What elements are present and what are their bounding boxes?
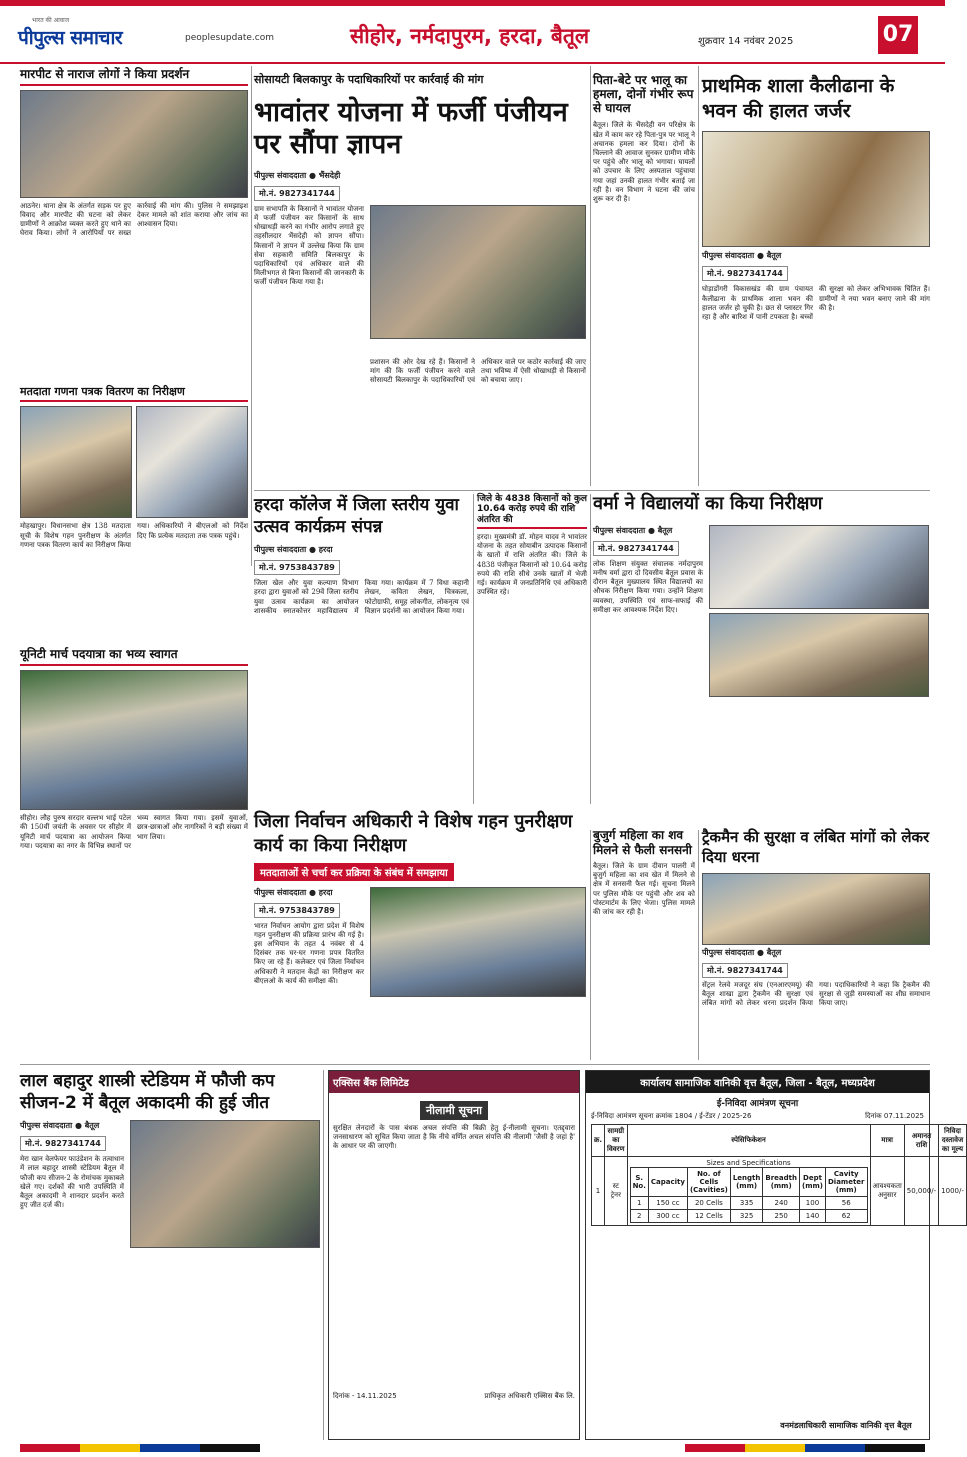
election-text: भारत निर्वाचन आयोग द्वारा प्रदेश में विशेष गहन पुनरीक्षण की प्रक्रिया प्रारंभ की गई है। इस अभियान के तहत 4 नवंबर से 4 दिसंबर तक घर-घर गणना प्रपत्र वितरित किए जा रहे हैं। कलेक्टर एवं जिला निर्वाचन अधिकारी ने मतदान केंद्रों का निरीक्षण कर बीएलओ के कार्य की समीक्षा की। (254, 921, 364, 985)
sub-td: 20 Cells (687, 1197, 730, 1210)
left-column (20, 68, 248, 1138)
sub-th: Breadth (mm) (763, 1168, 800, 1197)
trackman-caption: पीपुल्स संवाददाता ● बैतूल (702, 948, 782, 957)
sub-td: 1 (630, 1197, 648, 1210)
td-item: स्ट ट्रेनर (605, 1157, 628, 1226)
woman-headline: बुजुर्ग महिला का शव मिलने से फैली सनसनी (593, 828, 692, 857)
bank-notice-date: दिनांक - 14.11.2025 (333, 1392, 397, 1400)
unity-march-headline: यूनिटी मार्च पदयात्रा का भव्य स्वागत (20, 648, 248, 666)
election-story (254, 810, 587, 1060)
logo-tagline: भारत की आवाज (32, 17, 70, 24)
sub-th: Dept (mm) (800, 1168, 826, 1197)
sub-th: No. of Cells (Cavities) (687, 1168, 730, 1197)
stadium-text: मेरा खान वेलफेयर फाउंडेशन के तत्वाधान में लाल बहादुर शास्त्री स्टेडियम बैतूल में फौजी कप सीजन-2 के रोमांचक मुकाबले खेले गए। दर्शकों की भारी उपस्थिति में बैतूल अकादमी ने शानदार प्रदर्शन करते हुए जीत दर्ज की। (20, 1155, 124, 1210)
lead-photo (370, 205, 586, 339)
sub-td: 100 (800, 1197, 826, 1210)
harda-story (254, 494, 469, 804)
publication-date: शुक्रवार 14 नवंबर 2025 (698, 36, 794, 47)
tender-table (591, 1124, 967, 1226)
school-text: घोड़ाडोंगरी विकासखंड की ग्राम पंचायत कैलीढाना के प्राथमिक शाला भवन की हालत जर्जर हो चुकी है। छत से प्लास्टर गिर रहा है और बारिश में पानी टपकता है। बच्चों की सुरक्षा को लेकर अभिभावक चिंतित हैं। ग्रामीणों ने नया भवन बनाए जाने की मांग की है। (702, 285, 930, 321)
sub-td: 56 (825, 1197, 867, 1210)
stadium-story (20, 1070, 320, 1440)
th-qty: मात्रा (870, 1125, 904, 1157)
voter-photo-1 (20, 406, 132, 518)
stadium-photo (130, 1120, 320, 1248)
lead-story (254, 68, 587, 483)
bear-headline: पिता-बेटे पर भालू का हमला, दोनों गंभीर रूप से घायल (593, 73, 694, 115)
election-byline: पीपुल्स संवाददाता ● हरदा (254, 887, 333, 897)
lead-headline: भावांतर योजना में फर्जी पंजीयन पर सौंपा ज्ञापन (254, 97, 568, 161)
tender-subtitle: ई-निविदा आमंत्रण सूचना (716, 1099, 799, 1109)
school-story (702, 74, 930, 484)
color-strip-blue-2 (805, 1444, 865, 1452)
sub-td: 150 cc (648, 1197, 687, 1210)
unity-march-photo (20, 670, 248, 810)
bank-notice-text: सुरक्षित लेनदारों के पास बंधक अचल संपत्ति की बिक्री हेतु ई-नीलामी सूचना। एतद्द्वारा जनसाधारण को सूचित किया जाता है कि नीचे वर्णित अचल संपत्ति की नीलामी 'जैसी है जहां है' के आधार पर की जाएगी। (333, 1124, 575, 1151)
divider-1 (251, 66, 252, 566)
election-photo (370, 887, 586, 997)
divider-7 (698, 830, 699, 1060)
newspaper-logo: पीपुल्स समाचार (18, 27, 123, 49)
sub-td: 2 (630, 1210, 648, 1223)
lead-kicker: सोसायटी बिलकापुर के पदाधिकारियों पर कार्रवाई की मांग (254, 73, 484, 86)
harda-headline: हरदा कॉलेज में जिला स्तरीय युवा उत्सव कार्यक्रम संपन्न (254, 495, 459, 538)
td-fee: 1000/- (939, 1157, 967, 1226)
stadium-mobile: मो.नं. 9827341744 (20, 1136, 106, 1151)
th-item: सामग्री का विवरण (605, 1125, 628, 1157)
school-mobile: मो.नं. 9827341744 (702, 266, 788, 281)
sub-th: S. No. (630, 1168, 648, 1197)
color-strip-black (200, 1444, 260, 1452)
lead-text: ग्राम सभापति के किसानों ने भावांतर योजना में फर्जी पंजीयन कर किसानों के साथ धोखाधड़ी करने का गंभीर आरोप लगाते हुए तहसीलदार भैंसदेही को ज्ञापन सौंपा। किसानों ने ज्ञापन में उल्लेख किया कि ग्राम सेवा सहकारी समिति बिलकापुर के पदाधिकारियों एवं अधिकार वाले की मिलीभगत से बिना किसानों की जानकारी के फर्जी पंजीयन किया गया है। (254, 204, 364, 287)
sub-td: 335 (730, 1197, 763, 1210)
kisan-kicker: जिले के 4838 किसानों को कुल 10.64 करोड़ रुपये की राशि अंतरित की (477, 494, 587, 529)
color-strip-red (20, 1444, 80, 1452)
bank-name: एक्सिस बैंक लिमिटेड (329, 1071, 579, 1093)
region-title: सीहोर, नर्मदापुरम, हरदा, बैतूल (350, 24, 590, 48)
color-strip-yellow (80, 1444, 140, 1452)
harda-text: जिला खेल और युवा कल्याण विभाग हरदा द्वारा युवाओं को 29वें जिला स्तरीय युवा उत्सव कार्यक्रम का आयोजन शासकीय स्नातकोत्तर महाविद्यालय में किया गया। कार्यक्रम में 7 विधा कहानी लेखन, कविता लेखन, चित्रकला, फोटोग्राफी, समूह लोकगीत, लोकनृत्य एवं विज्ञान प्रदर्शनी का आयोजन किया गया। (254, 579, 469, 615)
lead-mobile: मो.नं. 9827341744 (254, 186, 340, 201)
color-strip-blue (140, 1444, 200, 1452)
varma-byline: पीपुल्स संवाददाता ● बैतूल (593, 525, 673, 535)
divider-4 (473, 494, 474, 804)
spec-title: Sizes and Specifications (706, 1159, 791, 1167)
school-caption: पीपुल्स संवाददाता ● बैतूल (702, 251, 782, 261)
tender-date: दिनांक 07.11.2025 (865, 1112, 924, 1120)
woman-text: बैतूल। जिले के ग्राम दीवान पालरी में बुजुर्ग महिला का शव खेत में मिलने से क्षेत्र में सनसनी फैल गई। सूचना मिलने पर पुलिस मौके पर पहुंची और शव को पोस्टमार्टम के लिए भेजा। पुलिस मामले की जांच कर रही है। (593, 862, 695, 917)
election-headline: जिला निर्वाचन अधिकारी ने विशेष गहन पुनरीक्षण कार्य का किया निरीक्षण (254, 811, 573, 857)
mid-rule (254, 490, 930, 491)
stadium-headline: लाल बहादुर शास्त्री स्टेडियम में फौजी कप सीजन-2 में बैतूल अकादमी की हुई जीत (20, 1071, 275, 1114)
protest-photo (20, 90, 248, 198)
unity-march-text: सीहोर। लौह पुरुष सरदार वल्लभ भाई पटेल की 150वीं जयंती के अवसर पर सीहोर में यूनिटी मार्च पदयात्रा का आयोजन किया गया। पदयात्रा का नगर के विभिन्न स्थानों पर भव्य स्वागत किया गया। इसमें युवाओं, छात्र-छात्राओं और नागरिकों ने बड़ी संख्या में भाग लिया। (20, 814, 248, 850)
divider-3 (698, 66, 699, 486)
election-mobile: मो.नं. 9753843789 (254, 903, 340, 918)
sub-td: 325 (730, 1210, 763, 1223)
th-emd: अमानत राशि (904, 1125, 938, 1157)
tender-signatory: वनमंडलाधिकारी सामाजिक वानिकी वृत्त बैतूल (780, 1421, 912, 1430)
voter-photo-2 (136, 406, 248, 518)
bear-attack-story (593, 74, 695, 484)
kisan-text: हरदा। मुख्यमंत्री डॉ. मोहन यादव ने भावांतर योजना के तहत सोयाबीन उत्पादक किसानों के खातों में राशि अंतरित की। जिले के 4838 पंजीकृत किसानों को 10.64 करोड़ रुपये की राशि सीधे उनके खातों में भेजी गई। कार्यक्रम में जनप्रतिनिधि एवं अधिकारी उपस्थित रहे। (477, 533, 587, 597)
spec-subtable (630, 1167, 868, 1223)
forest-tender (585, 1070, 964, 1440)
sub-td: 62 (825, 1210, 867, 1223)
stadium-byline: पीपुल्स संवाददाता ● बैतूल (20, 1121, 100, 1131)
th-fee: निविदा दस्तावेज का मूल्य (939, 1125, 967, 1157)
td-sno: 1 (592, 1157, 605, 1226)
school-photo (702, 131, 930, 247)
harda-byline: पीपुल्स संवाददाता ● हरदा (254, 545, 333, 555)
color-strip-black-2 (865, 1444, 925, 1452)
trackman-text: सेंट्रल रेलवे मजदूर संघ (एनआरएमयू) की बैतूल शाखा द्वारा ट्रैकमैन की सुरक्षा एवं लंबित मांगों को लेकर धरना प्रदर्शन किया गया। पदाधिकारियों ने कहा कि ट्रैकमैन की सुरक्षा से जुड़ी समस्याओं का शीघ्र समाधान किया जाए। (702, 981, 930, 1008)
varma-photo-2 (709, 613, 929, 697)
protest-headline: मारपीट से नाराज लोगों ने किया प्रदर्शन (20, 68, 248, 86)
varma-text: लोक शिक्षण संयुक्त संचालक नर्मदापुरम मनीष वर्मा द्वारा दो दिवसीय बैतूल प्रवास के दौरान बैतूल मुख्यालय स्थित विद्यालयों का औचक निरीक्षण किया गया। उन्होंने शिक्षण व्यवस्था, उपस्थिति एवं साफ-सफाई की समीक्षा कर आवश्यक निर्देश दिए। (593, 559, 703, 614)
election-kicker: मतदाताओं से चर्चा कर प्रक्रिया के संबंध में समझाया (254, 863, 454, 881)
voter-form-headline: मतदाता गणना पत्रक वितरण का निरीक्षण (20, 386, 248, 403)
bear-text: बैतूल। जिले के भैंसदेही वन परिक्षेत्र के खेत में काम कर रहे पिता-पुत्र पर भालू ने अचानक हमला कर दिया। दोनों के चिल्लाने की आवाज सुनकर ग्रामीण मौके पर पहुंचे और भालू को भगाया। घायलों को उपचार के लिए अस्पताल पहुंचाया गया जहां उनकी हालत गंभीर बताई जा रही है। वन विभाग ने घटना की जांच शुरू कर दी है। (593, 121, 695, 204)
varma-photo-1 (709, 525, 929, 609)
sub-td: 250 (763, 1210, 800, 1223)
td-emd: 50,000/- (904, 1157, 938, 1226)
th-sno: क्र. (592, 1125, 605, 1157)
school-headline: प्राथमिक शाला कैलीढाना के भवन की हालत जर्जर (702, 75, 895, 122)
website-link[interactable]: peoplesupdate.com (185, 33, 274, 43)
bank-notice (328, 1070, 580, 1440)
varma-story (593, 494, 930, 824)
sub-th: Cavity Diameter (mm) (825, 1168, 867, 1197)
masthead-rule (0, 62, 945, 64)
bottom-rule (20, 1064, 930, 1065)
varma-headline: वर्मा ने विद्यालयों का किया निरीक्षण (593, 493, 823, 514)
divider-6 (590, 830, 591, 1060)
th-spec: स्पेसिफिकेशन (627, 1125, 870, 1157)
harda-mobile: मो.नं. 9753843789 (254, 560, 340, 575)
bank-officer: प्राधिकृत अधिकारी एक्सिस बैंक लि. (484, 1392, 575, 1400)
color-strip-red-2 (685, 1444, 745, 1452)
td-qty: आवश्यकता अनुसार (870, 1157, 904, 1226)
voter-form-text: मोहखापुर। विधानसभा क्षेत्र 138 मतदाता सूची के विशेष गहन पुनरीक्षण के अंतर्गत गणना पत्रक वितरण कार्य का निरीक्षण किया गया। अधिकारियों ने बीएलओ को निर्देश दिए कि प्रत्येक मतदाता तक पत्रक पहुंचे। (20, 522, 248, 549)
page-number: 07 (878, 16, 918, 54)
tender-number: ई-निविदा आमंत्रण सूचना क्रमांक 1804 / ई-टेंडर / 2025-26 (591, 1112, 752, 1120)
trackman-headline: ट्रैकमैन की सुरक्षा व लंबित मांगों को लेकर दिया धरना (702, 828, 930, 866)
woman-body-story (593, 828, 695, 1058)
sub-th: Capacity (648, 1168, 687, 1197)
color-strip-yellow-2 (745, 1444, 805, 1452)
trackman-mobile: मो.नं. 9827341744 (702, 963, 788, 978)
trackman-story (702, 828, 930, 1060)
sub-td: 300 cc (648, 1210, 687, 1223)
divider-2 (590, 66, 591, 486)
bank-notice-title: नीलामी सूचना (420, 1101, 488, 1120)
lead-text-2: प्रशासन की ओर देख रहे हैं। किसानों ने मांग की कि फर्जी पंजीयन करने वाले सोसायटी बिलकापुर के पदाधिकारियों एवं अधिकार वाले पर कठोर कार्रवाई की जाए तथा भविष्य में ऐसी धोखाधड़ी से किसानों को बचाया जाए। (370, 358, 586, 385)
tender-office: कार्यालय सामाजिक वानिकी वृत्त बैतूल, जिला - बैतूल, मध्यप्रदेश (586, 1071, 929, 1093)
divider-8 (323, 1070, 324, 1440)
sub-td: 12 Cells (687, 1210, 730, 1223)
sub-th: Length (mm) (730, 1168, 763, 1197)
divider-5 (590, 494, 591, 804)
kisan-story (477, 494, 587, 804)
protest-text: आठनेर। थाना क्षेत्र के अंतर्गत सड़क पर हुए विवाद और मारपीट की घटना को लेकर ग्रामीणों ने आक्रोश व्यक्त करते हुए थाने का घेराव किया। लोगों ने आरोपियों पर सख्त कार्रवाई की मांग की। पुलिस ने समझाइश देकर मामले को शांत कराया और जांच का आश्वासन दिया। (20, 201, 248, 238)
sub-td: 240 (763, 1197, 800, 1210)
lead-byline: पीपुल्स संवाददाता ● भैंसदेही (254, 170, 341, 180)
trackman-photo (702, 873, 930, 945)
masthead (0, 6, 945, 60)
varma-mobile: मो.नं. 9827341744 (593, 541, 679, 556)
sub-td: 140 (800, 1210, 826, 1223)
